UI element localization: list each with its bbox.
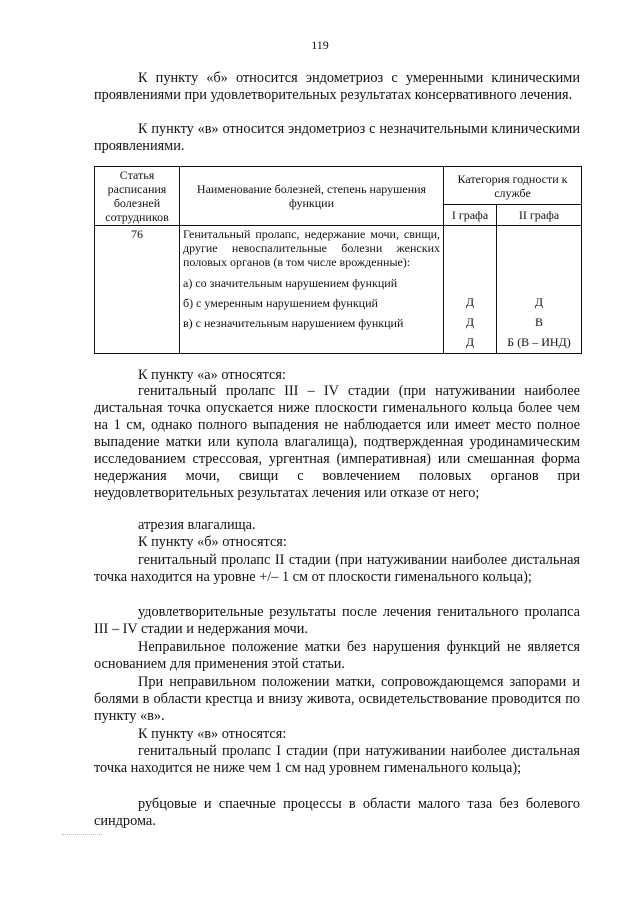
body-paragraph-2: генитальный пролапс III – IV стадии (при натуживании наиболее дистальная точка опускается ниже плоскости гименального кольца более чем на 1 см, однако полного выпадения не наблюдается или имеет место полное выпадение матки или купола влагалища), подтвержденная уродинамическим исследованием стрессовая, ургентная (императивная) или смешанная форма недержания мочи, свищи с вовлечением половых органов при неудовлетворительных результатах лечения или отказе от него; (94, 383, 580, 501)
intro-paragraph-2: К пункту «в» относится эндометриоз с незначительными клиническими проявлениями. (94, 121, 580, 154)
header-fitness-category: Категория годности к службе (444, 167, 582, 205)
page-number: 119 (311, 38, 329, 52)
header-article: Статья расписания болезней сотрудников (95, 167, 180, 226)
header-column-2: II графа (497, 205, 582, 226)
body-paragraph-9: К пункту «в» относятся: (138, 726, 287, 742)
body-paragraph-6: удовлетворительные результаты после лечения генитального пролапса III – IV стадии и недержания мочи. (94, 604, 580, 637)
article-number: 76 (95, 226, 180, 354)
body-paragraph-4: К пункту «б» относятся: (138, 534, 287, 550)
header-disease-name: Наименование болезней, степень нарушения функции (180, 167, 444, 226)
disease-description: Генитальный пролапс, недержание мочи, свищи, другие невоспалительные болезни женских половых органов (в том числе врожденные): (183, 227, 440, 269)
scan-mark (62, 826, 102, 835)
column-1-grades (444, 226, 497, 354)
body-paragraph-8: При неправильном положении матки, сопровождающемся запорами и болями в области крестца и внизу живота, освидетельствование проводится по пункту «в». (94, 674, 580, 724)
body-paragraph-3: атрезия влагалища. (138, 517, 256, 533)
subitem-b-grade-2: В (534, 315, 543, 329)
body-paragraph-7: Неправильное положение матки без нарушения функций не является основанием для применения этой статьи. (94, 639, 580, 672)
column-2-grades (497, 226, 582, 354)
fitness-category-table (94, 166, 582, 354)
intro-paragraph-1: К пункту «б» относится эндометриоз с умеренными клиническими проявлениями при удовлетворительных результатах консервативного лечения. (94, 70, 580, 103)
body-paragraph-1: К пункту «а» относятся: (138, 367, 286, 383)
body-paragraph-5: генитальный пролапс II стадии (при натуживании наиболее дистальная точка находится на уровне +/– 1 см от плоскости гименального кольца); (94, 552, 580, 585)
subitem-b-grade-1: Д (465, 315, 475, 329)
subitem-b-label: б) с умеренным нарушением функций (183, 296, 378, 310)
subitem-a-grade-1: Д (465, 295, 475, 309)
table-header-row (95, 167, 582, 205)
body-paragraph-10: генитальный пролапс I стадии (при натуживании наиболее дистальная точка находится не ниже чем 1 см над уровнем гименального кольца); (94, 743, 580, 776)
table-row (95, 226, 582, 354)
body-paragraph-11: рубцовые и спаечные процессы в области малого таза без болевого синдрома. (94, 796, 580, 829)
disease-cell (180, 226, 444, 354)
subitem-v-grade-1: Д (465, 335, 475, 349)
subitem-v-grade-2: Б (В – ИНД) (507, 335, 571, 349)
subitem-v-label: в) с незначительным нарушением функций (183, 316, 404, 330)
subitem-a-label: а) со значительным нарушением функций (183, 276, 398, 290)
header-column-1: I графа (444, 205, 497, 226)
subitem-a-grade-2: Д (534, 295, 544, 309)
